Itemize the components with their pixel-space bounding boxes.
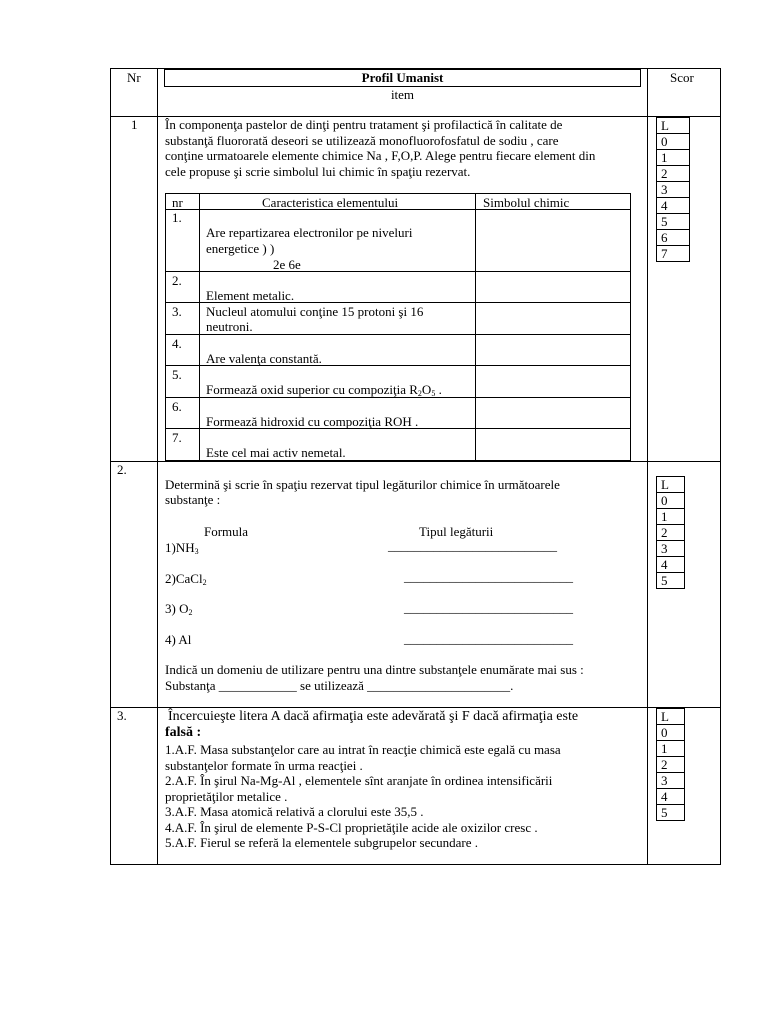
q1-row-nr: 4. (172, 336, 182, 351)
score-cell[interactable]: 3 (657, 541, 684, 557)
q2-col-formula: Formula (204, 524, 249, 539)
q2-score-box (656, 476, 685, 589)
score-cell[interactable]: 2 (657, 525, 684, 541)
q1-intro-line: substanţă fluororată deseori se utilizează monofluorofosfatul de sodiu , care (165, 132, 559, 148)
q2-formula: 4) Al (165, 632, 192, 647)
score-cell[interactable]: 5 (661, 573, 668, 588)
q1-row-text: Are repartizarea electronilor pe niveluri (206, 225, 413, 240)
q3-statement-line: 1.A.F. Masa substanţelor care au intrat în reacţie chimică este egală cu masa (165, 742, 561, 757)
q2-formula: 2)CaCl$_2$ (165, 571, 207, 587)
score-cell[interactable]: 0 (657, 493, 684, 509)
q1-row-text: energetice ) ) (206, 241, 275, 256)
q1-th-simbol: Simbolul chimic (483, 195, 570, 210)
q1-score-box (656, 117, 690, 262)
score-cell[interactable]: 6 (657, 230, 689, 246)
header-scor: Scor (670, 70, 694, 85)
score-cell[interactable]: 4 (657, 557, 684, 573)
score-cell[interactable]: 0 (657, 134, 689, 150)
q1-row-text: neutroni. (206, 319, 253, 334)
q1-th-caracteristica: Caracteristica elementului (262, 195, 399, 210)
q3-statement-line: proprietăţilor metalice . (165, 788, 288, 804)
q1-row-text: Nucleul atomului conţine 15 protoni şi 16 (206, 304, 424, 319)
q3-title: falsă : (165, 725, 202, 740)
q3-number: 3. (117, 708, 127, 723)
score-cell[interactable]: 2 (657, 166, 689, 182)
score-cell[interactable]: 7 (661, 246, 668, 261)
header-title: Profil Umanist (361, 70, 444, 85)
q1-number: 1 (131, 117, 138, 132)
score-cell[interactable]: 5 (661, 805, 668, 820)
score-cell[interactable]: 4 (657, 198, 689, 214)
q1-intro-line: În componenţa pastelor de dinţi pentru tratament şi profilactică în calitate de (165, 117, 563, 132)
q1-intro-line: conţine urmatoarele elemente chimice Na , F,O,P. Alege pentru fiecare element din (165, 148, 596, 163)
q2-number: 2. (117, 462, 127, 477)
q2-answer-blank[interactable]: __________________________ (404, 631, 573, 646)
q1-th-nr: nr (172, 195, 183, 210)
score-cell[interactable]: 5 (657, 214, 689, 230)
q2-formula: 3) $O_2$ (165, 601, 193, 617)
score-cell[interactable]: 1 (657, 741, 684, 757)
q3-statements (165, 742, 645, 851)
q1-row-nr: 6. (172, 399, 182, 414)
q3-title: Încercuieşte litera A dacă afirmaţia este adevărată şi F dacă afirmaţia este (168, 709, 579, 724)
q3-statement-line: 2.A.F. În şirul Na-Mg-Al , elementele sînt aranjate în ordinea intensificării (165, 773, 553, 788)
q2-line: Determină şi scrie în spaţiu rezervat tipul legăturilor chimice în următoarele (165, 477, 560, 492)
q2-answer-blank[interactable]: __________________________ (388, 538, 557, 553)
score-cell[interactable]: L (657, 709, 684, 725)
header-item: item (390, 87, 415, 102)
q2-usage: Indică un domeniu de utilizare pentru una dintre substanţele enumărate mai sus : (165, 662, 584, 677)
q1-intro-line: cele propuse şi scrie simbolul lui chimic în spaţiu rezervat. (165, 163, 471, 179)
q3-statement-line: substanţelor formate în urma reacţiei . (165, 757, 363, 773)
q1-row-text: 2e 6e (273, 257, 301, 272)
score-cell[interactable]: 2 (657, 757, 684, 773)
q3-statement-line: 3.A.F. Masa atomică relativă a clorului este 35,5 . (165, 804, 424, 819)
q2-formula: $1)NH_3$ (165, 540, 199, 556)
q1-intro (165, 117, 645, 179)
q2-answer-blank[interactable]: __________________________ (404, 600, 573, 615)
score-cell[interactable]: 3 (657, 773, 684, 789)
q1-row-text: Formează hidroxid cu compoziţia ROH . (206, 414, 419, 429)
score-cell[interactable]: 0 (657, 725, 684, 741)
q2-usage-blank[interactable]: Substanţa ____________ se utilizează ______________________. (165, 678, 514, 693)
q3-score-box (656, 708, 685, 821)
score-cell[interactable]: L (657, 118, 689, 134)
q3-statement-line: 5.A.F. Fierul se referă la elementele subgrupelor secundare . (165, 835, 479, 850)
q1-row-nr: 7. (172, 430, 182, 445)
score-cell[interactable]: 4 (657, 789, 684, 805)
q1-row-text: Are valenţa constantă. (206, 351, 322, 366)
score-cell[interactable]: L (657, 477, 684, 493)
q2-line: substanţe : (165, 492, 221, 507)
q1-row-text: Formează oxid superior cu compoziţia $R_2O_5$ . (206, 382, 442, 398)
q2-col-tip: Tipul legăturii (419, 524, 494, 539)
q1-row-text: Este cel mai activ nemetal. (206, 445, 346, 460)
score-cell[interactable]: 1 (657, 509, 684, 525)
q1-row-nr: 2. (172, 273, 182, 288)
q1-row-nr: 3. (172, 304, 182, 319)
score-cell[interactable]: 3 (657, 182, 689, 198)
q1-row-nr: 1. (172, 210, 182, 225)
q1-row-nr: 5. (172, 367, 182, 382)
q2-answer-blank[interactable]: __________________________ (404, 569, 573, 584)
q3-statement-line: 4.A.F. În şirul de elemente P-S-Cl proprietăţile acide ale oxizilor cresc . (165, 819, 538, 835)
header-nr: Nr (127, 70, 141, 85)
score-cell[interactable]: 1 (657, 150, 689, 166)
q1-row-text: Element metalic. (206, 288, 295, 303)
